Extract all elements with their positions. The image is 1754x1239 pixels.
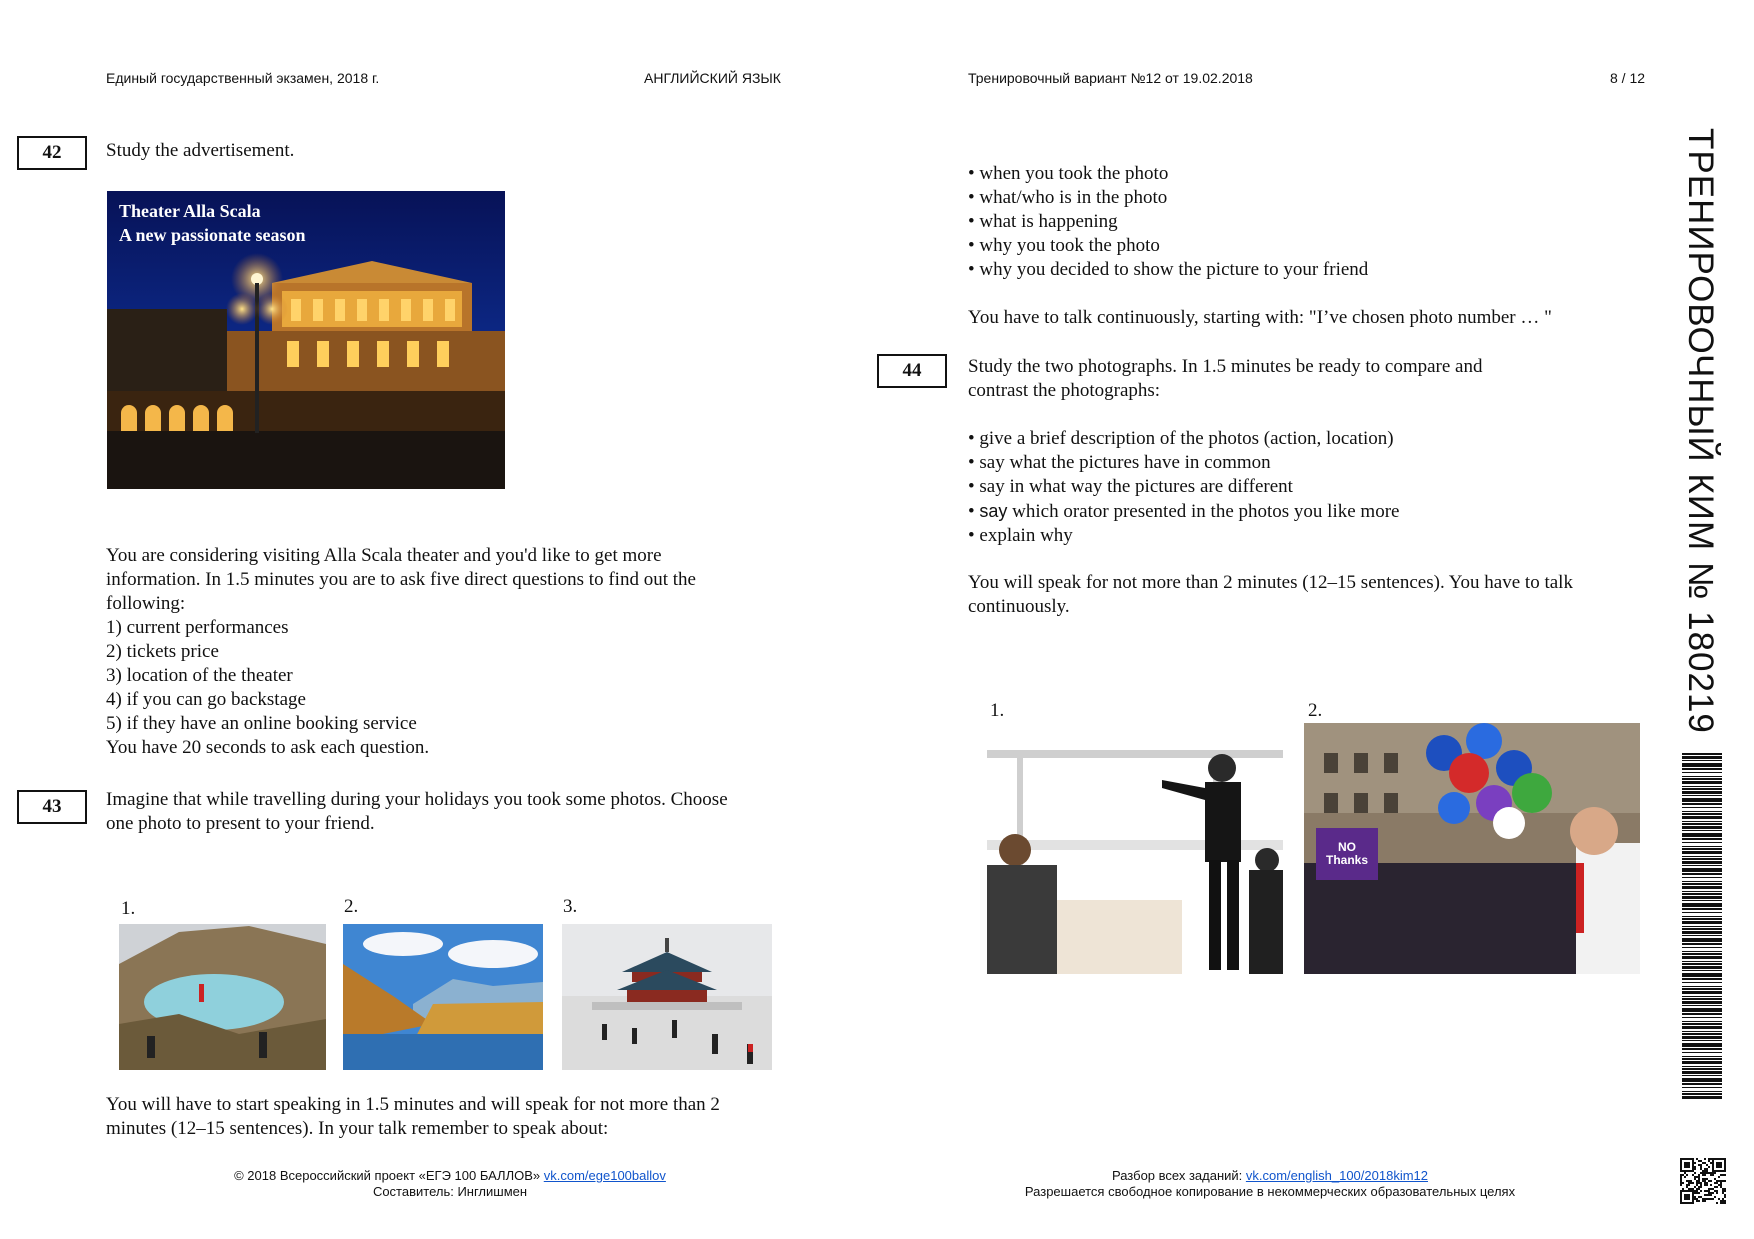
header-variant: Тренировочный вариант №12 от 19.02.2018 xyxy=(968,70,1253,86)
photo-2-label: 2. xyxy=(344,896,359,917)
photo-temple-of-heaven xyxy=(562,924,772,1070)
task-44-bullet-rest: which orator presented in the photos you like more xyxy=(1007,501,1400,522)
task-43-text-line: one photo to present to your friend. xyxy=(106,813,375,834)
side-title xyxy=(1665,128,1754,734)
ad-subtitle: A new passionate season xyxy=(119,225,306,245)
task-44-bullet-say: say xyxy=(979,501,1008,521)
task-44-bullet: • give a brief description of the photos (action, location) xyxy=(968,428,1394,449)
task-42-closing: You have 20 seconds to ask each question. xyxy=(106,737,430,758)
header-page: 8 / 12 xyxy=(1610,70,1646,86)
footer-project: © 2018 Всероссийский проект «ЕГЭ 100 БАЛЛОВ» xyxy=(234,1168,544,1183)
task-44-text-line: continuously. xyxy=(968,596,1070,617)
task-44-text-line: contrast the photographs: xyxy=(968,380,1161,401)
photo-mountain-lake xyxy=(343,924,543,1070)
footer-left xyxy=(150,1168,750,1200)
footer-author: Составитель: Инглишмен xyxy=(372,1184,528,1199)
task-43-start-line: You have to talk continuously, starting with: "I’ve chosen photo number … " xyxy=(968,307,1552,328)
task-44-bullet: • explain why xyxy=(968,525,1073,546)
photo-crater-lake xyxy=(119,924,326,1070)
task-43-text-line: You will have to start speaking in 1.5 minutes and will speak for not more than 2 xyxy=(106,1094,720,1115)
task-44-photo-1-label: 1. xyxy=(990,700,1005,721)
task-43-bullet: • why you decided to show the picture to your friend xyxy=(968,259,1369,280)
qr-code xyxy=(1680,1158,1726,1204)
task-43-bullet: • what/who is in the photo xyxy=(968,187,1168,208)
task-43-bullet: • when you took the photo xyxy=(968,163,1169,184)
task-42-text-line: You are considering visiting Alla Scala theater and you'd like to get more xyxy=(106,545,662,566)
task-44-intro xyxy=(968,355,1482,403)
task-44-bullet-prefix: • xyxy=(968,501,980,522)
task-43-number: 43 xyxy=(17,790,87,824)
task-44-photo-2-label: 2. xyxy=(1308,700,1323,721)
header-subject: АНГЛИЙСКИЙ ЯЗЫК xyxy=(644,70,781,86)
task-42-text-line: information. In 1.5 minutes you are to ask five direct questions to find out the xyxy=(106,569,696,590)
task-44-text-line: You will speak for not more than 2 minutes (12–15 sentences). You have to talk xyxy=(968,572,1573,593)
task-43-bullet: • what is happening xyxy=(968,211,1118,232)
task-42-text-line: following: xyxy=(106,593,186,614)
footer-link-project[interactable]: vk.com/ege100ballov xyxy=(543,1168,666,1183)
header-exam: Единый государственный экзамен, 2018 г. xyxy=(106,70,380,86)
task-42-number: 42 xyxy=(17,136,87,170)
task-44-text-line: Study the two photographs. In 1.5 minutes be ready to compare and xyxy=(968,356,1483,377)
task-43-bullet: • why you took the photo xyxy=(968,235,1160,256)
barcode xyxy=(1682,753,1722,1100)
footer-copyright: Разрешается свободное копирование в некоммерческих образовательных целях xyxy=(1024,1184,1516,1199)
footer-review: Разбор всех заданий: xyxy=(1111,1168,1246,1183)
task-42-item: 4) if you can go backstage xyxy=(106,689,306,710)
photo-business-presentation xyxy=(987,740,1283,974)
task-43-intro xyxy=(106,788,728,836)
task-42-item: 5) if they have an online booking service xyxy=(106,713,417,734)
task-43-text-line: minutes (12–15 sentences). In your talk remember to speak about: xyxy=(106,1118,609,1139)
photo-political-rally xyxy=(1304,723,1640,974)
photo-3-label: 3. xyxy=(563,896,578,917)
task-42-item: 3) location of the theater xyxy=(106,665,293,686)
photo-1-label: 1. xyxy=(121,898,136,919)
ad-title: Theater Alla Scala xyxy=(119,201,261,221)
task-44-bullet: • say in what way the pictures are different xyxy=(968,476,1293,497)
task-44-bullet: • say what the pictures have in common xyxy=(968,452,1271,473)
task-43-instructions xyxy=(106,1093,720,1141)
task-44-closing xyxy=(968,571,1573,619)
task-42-intro: Study the advertisement. xyxy=(106,140,295,161)
advertisement-image xyxy=(107,191,505,489)
task-43-bullets xyxy=(968,162,1368,282)
footer-right xyxy=(960,1168,1580,1200)
task-42-item: 1) current performances xyxy=(106,617,289,638)
task-44-bullets xyxy=(968,427,1399,548)
task-43-text-line: Imagine that while travelling during your holidays you took some photos. Choose xyxy=(106,789,728,810)
task-44-number: 44 xyxy=(877,354,947,388)
task-42-description xyxy=(106,544,696,760)
footer-link-review[interactable]: vk.com/english_100/2018kim12 xyxy=(1245,1168,1428,1183)
side-title-text: ТРЕНИРОВОЧНЫЙ КИМ № 180219 xyxy=(1681,128,1720,734)
task-44-bullet xyxy=(968,499,1399,524)
rally-sign-text: NO Thanks xyxy=(1325,840,1368,867)
task-42-item: 2) tickets price xyxy=(106,641,219,662)
